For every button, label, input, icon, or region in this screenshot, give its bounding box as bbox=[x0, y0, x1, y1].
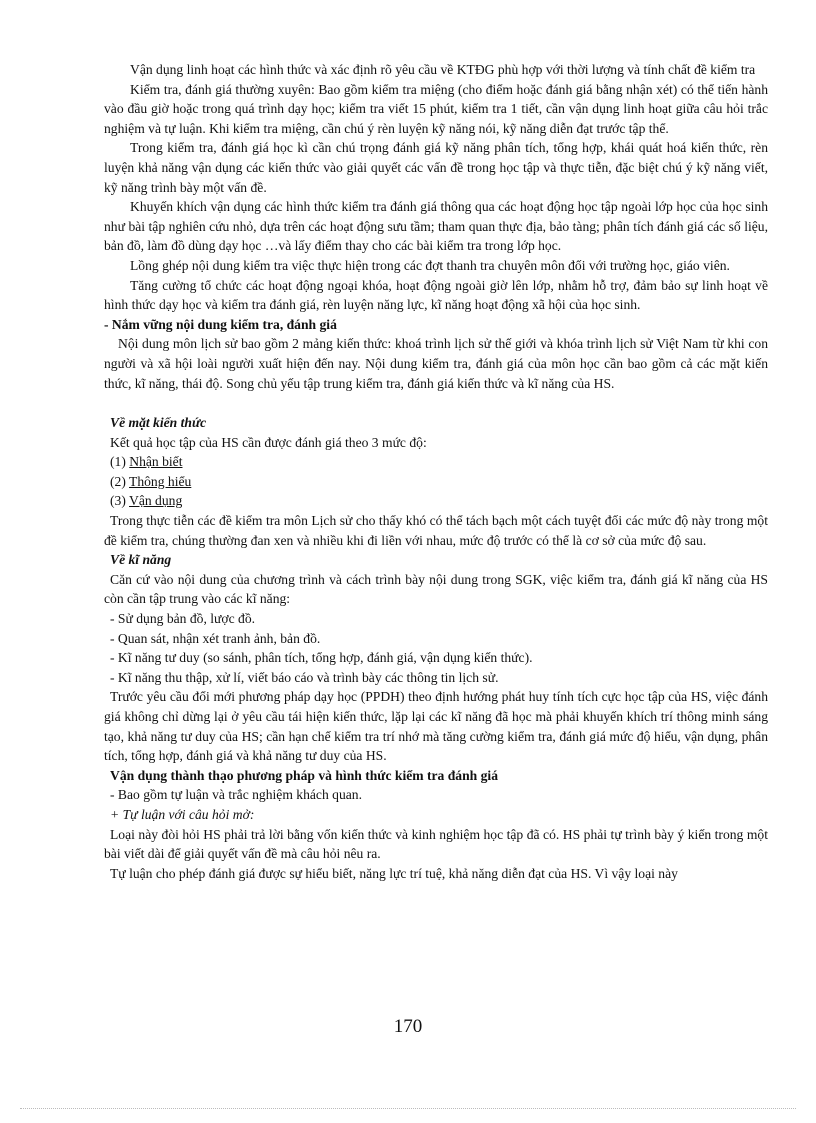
section-heading-skills: Về kĩ năng bbox=[110, 552, 172, 568]
section-heading-methods: Vận dụng thành thạo phương pháp và hình thức kiểm tra đánh giá bbox=[110, 767, 498, 783]
list-item: - Kĩ năng tư duy (so sánh, phân tích, tổng hợp, đánh giá, vận dụng kiến thức). bbox=[110, 650, 533, 666]
paragraph: Trong thực tiễn các đề kiểm tra môn Lịch sử cho thấy khó có thể tách bạch một cách tuyệt đối các mức độ này trong một đề kiểm tra, chúng thường đan xen và nhiều khi đi liền với nhau, mức độ trước có thể là cơ sở của mức độ sau. bbox=[104, 513, 768, 548]
paragraph: Trong kiểm tra, đánh giá học kì cần chú trọng đánh giá kỹ năng phân tích, tổng hợp, khái quát hoá kiến thức, rèn luyện khả năng vận dụng các kiến thức vào giải quyết các vấn đề trong học tập và thực tiễn, đặc biệt chú ý kỹ năng viết, kỹ năng trình bày một vấn đề. bbox=[104, 140, 768, 195]
paragraph: Trước yêu cầu đổi mới phương pháp dạy học (PPDH) theo định hướng phát huy tính tích cực học tập của HS, việc đánh giá không chỉ dừng lại ở yêu cầu tái hiện kiến thức, lặp lại các kĩ năng đã học mà phải khuyến khích trí thông minh sáng tạo, khả năng tư duy của HS; cần hạn chế kiểm tra trí nhớ mà tăng cường kiểm tra, đánh giá mức độ hiểu, vận dụng, phân tích, tổng hợp, đánh giá và khả năng tư duy của HS. bbox=[104, 689, 768, 764]
page-number: 170 bbox=[393, 1016, 423, 1037]
section-heading-knowledge: Về mặt kiến thức bbox=[110, 415, 207, 431]
paragraph: Tăng cường tổ chức các hoạt động ngoại khóa, hoạt động ngoài giờ lên lớp, nhằm hỗ trợ, đảm bảo sự linh hoạt về hình thức dạy học và kiểm tra đánh giá, rèn luyện năng lực, kĩ năng hoạt động xã hội của học sinh. bbox=[104, 277, 768, 313]
paragraph: Tự luận cho phép đánh giá được sự hiểu biết, năng lực trí tuệ, khả năng diễn đạt của HS. Vì vậy loại này bbox=[110, 865, 678, 881]
list-item: (2) Thông hiểu bbox=[110, 473, 192, 489]
spacer bbox=[104, 393, 768, 413]
section-heading-content: - Nắm vững nội dung kiểm tra, đánh giá bbox=[104, 316, 337, 332]
document-body bbox=[104, 60, 768, 883]
list-item: - Sử dụng bản đồ, lược đồ. bbox=[110, 611, 256, 627]
paragraph: Khuyến khích vận dụng các hình thức kiểm tra đánh giá thông qua các hoạt động học tập ngoài lớp học của học sinh như bài tập nghiên cứu nhỏ, dựa trên các hoạt động sưu tầm; tham quan thực địa, bảo tàng; phân tích đánh giá các số liệu, bản đồ, làm đồ dùng dạy học …và lấy điểm thay cho các bài kiểm tra trong lớp học. bbox=[104, 199, 768, 254]
paragraph: Lồng ghép nội dung kiểm tra việc thực hiện trong các đợt thanh tra chuyên môn đối với trường học, giáo viên. bbox=[130, 257, 730, 273]
sub-heading: + Tự luận với câu hỏi mở: bbox=[110, 806, 255, 822]
paragraph: Nội dung môn lịch sử bao gồm 2 mảng kiến thức: khoá trình lịch sử thế giới và khóa trình lịch sử Việt Nam từ khi con người và xã hội loài người xuất hiện đến nay. Nội dung kiểm tra, đánh giá của môn học cần bao gồm cả các mặt kiến thức, kĩ năng, thái độ. Song chủ yếu tập trung kiểm tra, đánh giá kiến thức và kĩ năng của HS. bbox=[104, 336, 768, 391]
bottom-divider bbox=[20, 1108, 796, 1109]
paragraph: Kiểm tra, đánh giá thường xuyên: Bao gồm kiểm tra miệng (cho điểm hoặc đánh giá bằng nhận xét) có thể tiến hành vào đầu giờ hoặc trong quá trình dạy học; kiểm tra viết 15 phút, kiểm tra 1 tiết, cần vận dụng linh hoạt giữa câu hỏi trắc nghiệm và tự luận. Khi kiểm tra miệng, cần chú ý rèn luyện kỹ năng nói, kỹ năng diễn đạt trước tập thể. bbox=[104, 81, 768, 136]
paragraph: Loại này đòi hỏi HS phải trả lời bằng vốn kiến thức và kinh nghiệm học tập đã có. HS phải tự trình bày ý kiến trong một bài viết dài để giải quyết vấn đề mà câu hỏi nêu ra. bbox=[104, 826, 768, 862]
paragraph: Vận dụng linh hoạt các hình thức và xác định rõ yêu cầu về KTĐG phù hợp với thời lượng và tính chất đề kiểm tra bbox=[130, 62, 756, 77]
list-item: (3) Vận dụng bbox=[110, 493, 183, 509]
list-item: (1) Nhận biết bbox=[110, 454, 183, 470]
paragraph: - Bao gồm tự luận và trắc nghiệm khách quan. bbox=[110, 787, 362, 803]
paragraph: Căn cứ vào nội dung của chương trình và cách trình bày nội dung trong SGK, việc kiểm tra, đánh giá kĩ năng của HS còn cần tập trung vào các kĩ năng: bbox=[104, 571, 768, 607]
list-item: - Quan sát, nhận xét tranh ảnh, bản đồ. bbox=[110, 630, 321, 646]
list-item: - Kĩ năng thu thập, xử lí, viết báo cáo và trình bày các thông tin lịch sử. bbox=[110, 669, 499, 685]
paragraph: Kết quả học tập của HS cần được đánh giá theo 3 mức độ: bbox=[110, 434, 427, 450]
